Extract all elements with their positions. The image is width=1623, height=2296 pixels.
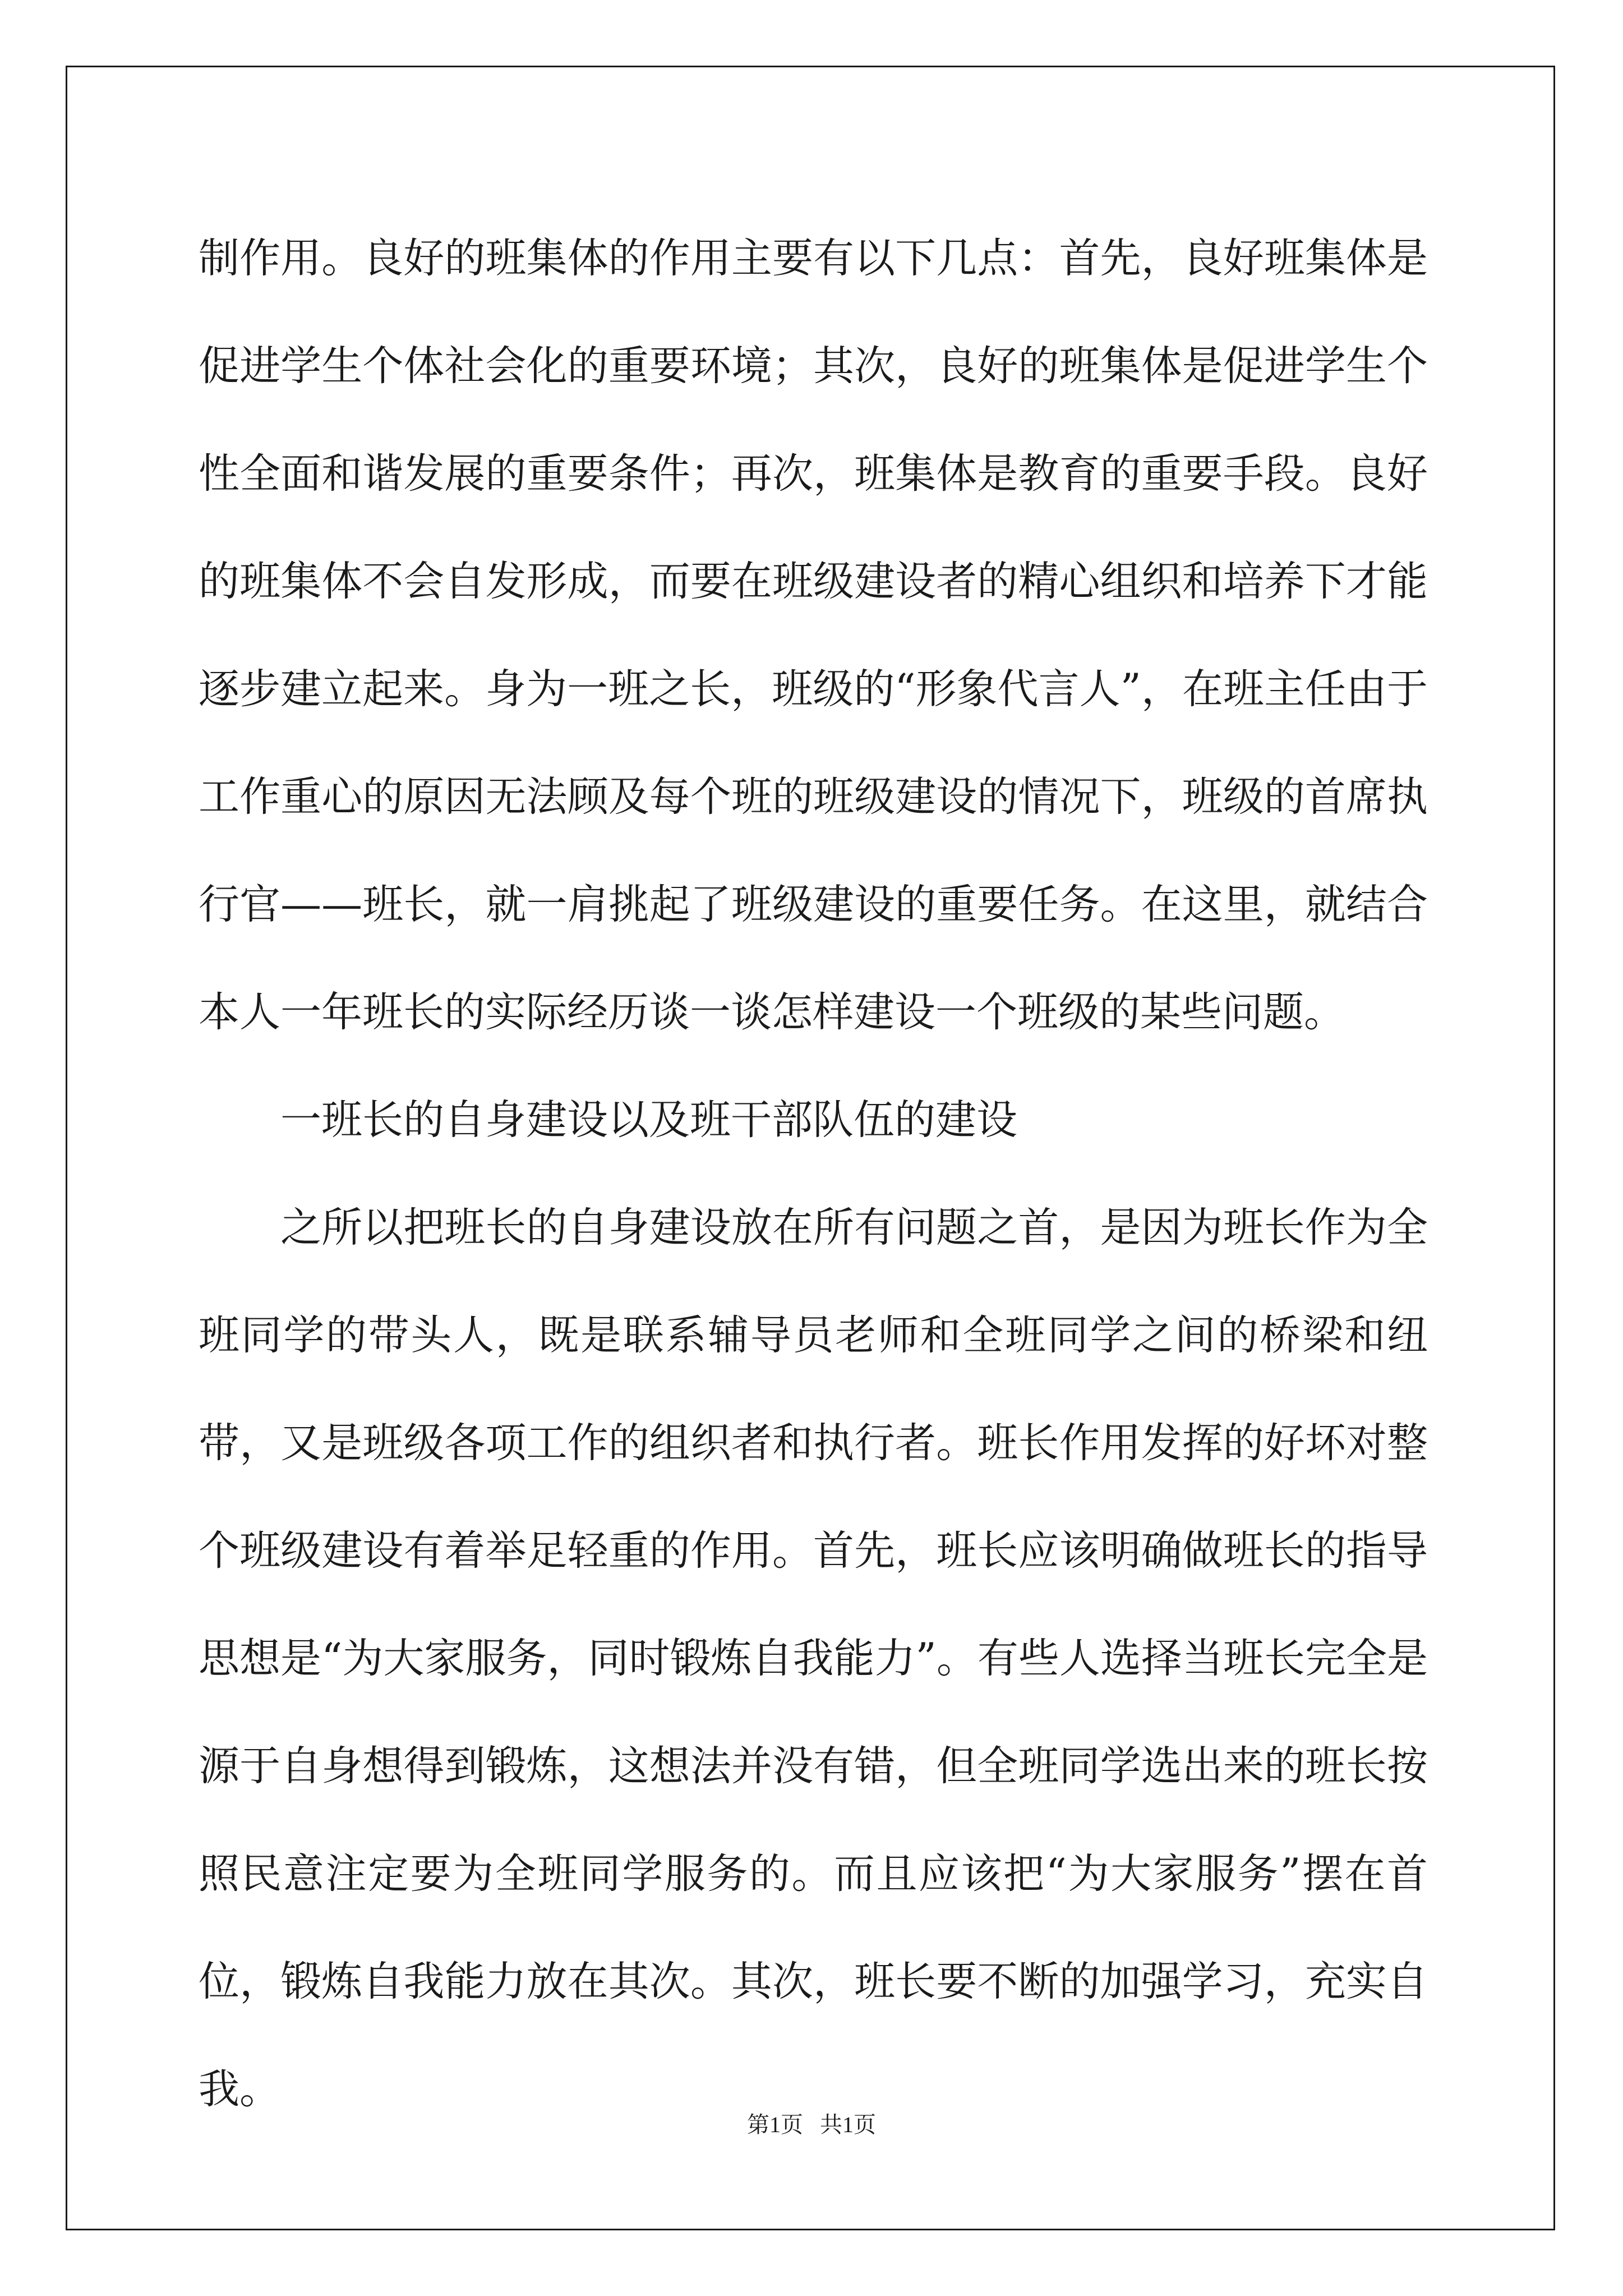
- paragraph-intro: 制作用。良好的班集体的作用主要有以下几点：首先，良好班集体是促进学生个体社会化的重要环境；其次，良好的班集体是促进学生个性全面和谐发展的重要条件；再次，班集体是教育的重要手段。良好的班集体不会自发形成，而要在班级建设者的精心组织和培养下才能逐步建立起来。身为一班之长，班级的“形象代言人”，在班主任由于工作重心的原因无法顾及每个班的班级建设的情况下，班级的首席执行官——班长，就一肩挑起了班级建设的重要任务。在这里，就结合本人一年班长的实际经历谈一谈怎样建设一个班级的某些问题。: [199, 234, 1428, 1036]
- document-body: [199, 205, 1428, 2143]
- page-number: 第1页 共1页: [747, 2112, 876, 2137]
- page-footer: [0, 2108, 1623, 2142]
- paragraph-monitor-self-building: 之所以把班长的自身建设放在所有问题之首，是因为班长作为全班同学的带头人，既是联系辅导员老师和全班同学之间的桥梁和纽带，又是班级各项工作的组织者和执行者。班长作用发挥的好坏对整个班级建设有着举足轻重的作用。首先，班长应该明确做班长的指导思想是“为大家服务，同时锻炼自我能力”。有些人选择当班长完全是源于自身想得到锻炼，这想法并没有错，但全班同学选出来的班长按照民意注定要为全班同学服务的。而且应该把“为大家服务”摆在首位，锻炼自我能力放在其次。其次，班长要不断的加强学习，充实自我。: [199, 1204, 1428, 2113]
- section-heading: 一班长的自身建设以及班干部队伍的建设: [280, 1096, 1017, 1144]
